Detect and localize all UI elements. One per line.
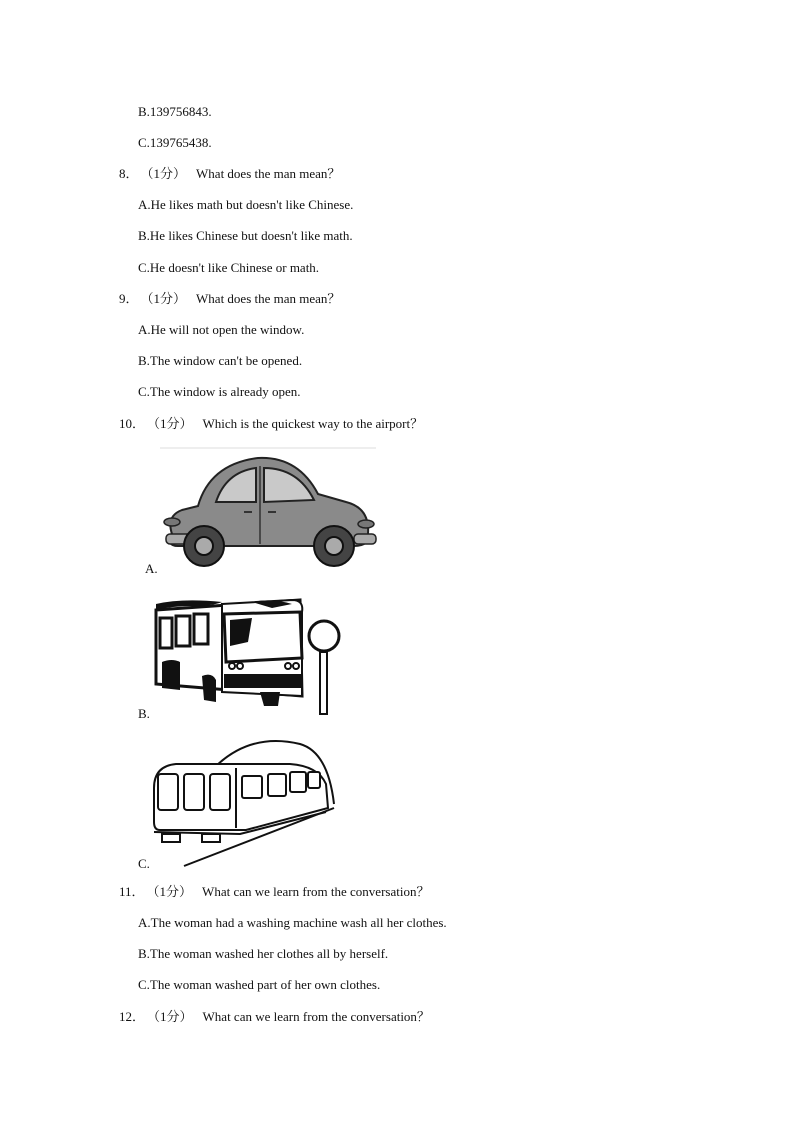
car-icon: [158, 446, 380, 574]
q8-option-b: B.He likes Chinese but doesn't like math.: [138, 228, 353, 243]
q9-stem: [119, 291, 340, 307]
q10-score: （1分）: [147, 416, 193, 431]
q9-option-a: A.He will not open the window.: [138, 322, 305, 337]
q8-option-c: C.He doesn't like Chinese or math.: [138, 260, 320, 275]
q11-question-text: What can we learn from the conversation？: [202, 884, 430, 899]
q10-option-a-label: A.: [145, 561, 158, 576]
q10-stem: [119, 416, 423, 432]
q11-option-a: A.The woman had a washing machine wash all her clothes.: [138, 915, 447, 930]
q8-score: （1分）: [140, 166, 187, 181]
q8-question-text: What does the man mean？: [196, 166, 341, 181]
q8-number: 8．: [119, 166, 139, 181]
q8-stem: [119, 166, 340, 182]
q10-option-c-label: C.: [138, 856, 150, 871]
q10-question-text: Which is the quickest way to the airport？: [202, 416, 424, 431]
q9-option-b: B.The window can't be opened.: [138, 353, 303, 368]
q12-number: 12．: [119, 1009, 146, 1024]
q10-option-b-label: B.: [138, 706, 150, 721]
q7-option-c: C.139765438.: [138, 135, 212, 150]
q10-number: 10．: [119, 416, 146, 431]
q12-question-text: What can we learn from the conversation？: [202, 1009, 430, 1024]
subway-train-icon: [150, 738, 342, 868]
q9-number: 9．: [119, 291, 139, 306]
q9-score: （1分）: [140, 291, 187, 306]
q12-stem: [119, 1009, 430, 1025]
q9-question-text: What does the man mean？: [196, 291, 341, 306]
q11-score: （1分）: [146, 884, 193, 899]
q11-option-b: B.The woman washed her clothes all by herself.: [138, 946, 389, 961]
q12-score: （1分）: [147, 1009, 193, 1024]
bus-icon: [152, 596, 346, 718]
q11-stem: [119, 884, 429, 900]
q7-option-b: B.139756843.: [138, 104, 212, 119]
q11-option-c: C.The woman washed part of her own clothes.: [138, 977, 381, 992]
q8-option-a: A.He likes math but doesn't like Chinese.: [138, 197, 354, 212]
q11-number: 11．: [119, 884, 145, 899]
q9-option-c: C.The window is already open.: [138, 384, 301, 399]
